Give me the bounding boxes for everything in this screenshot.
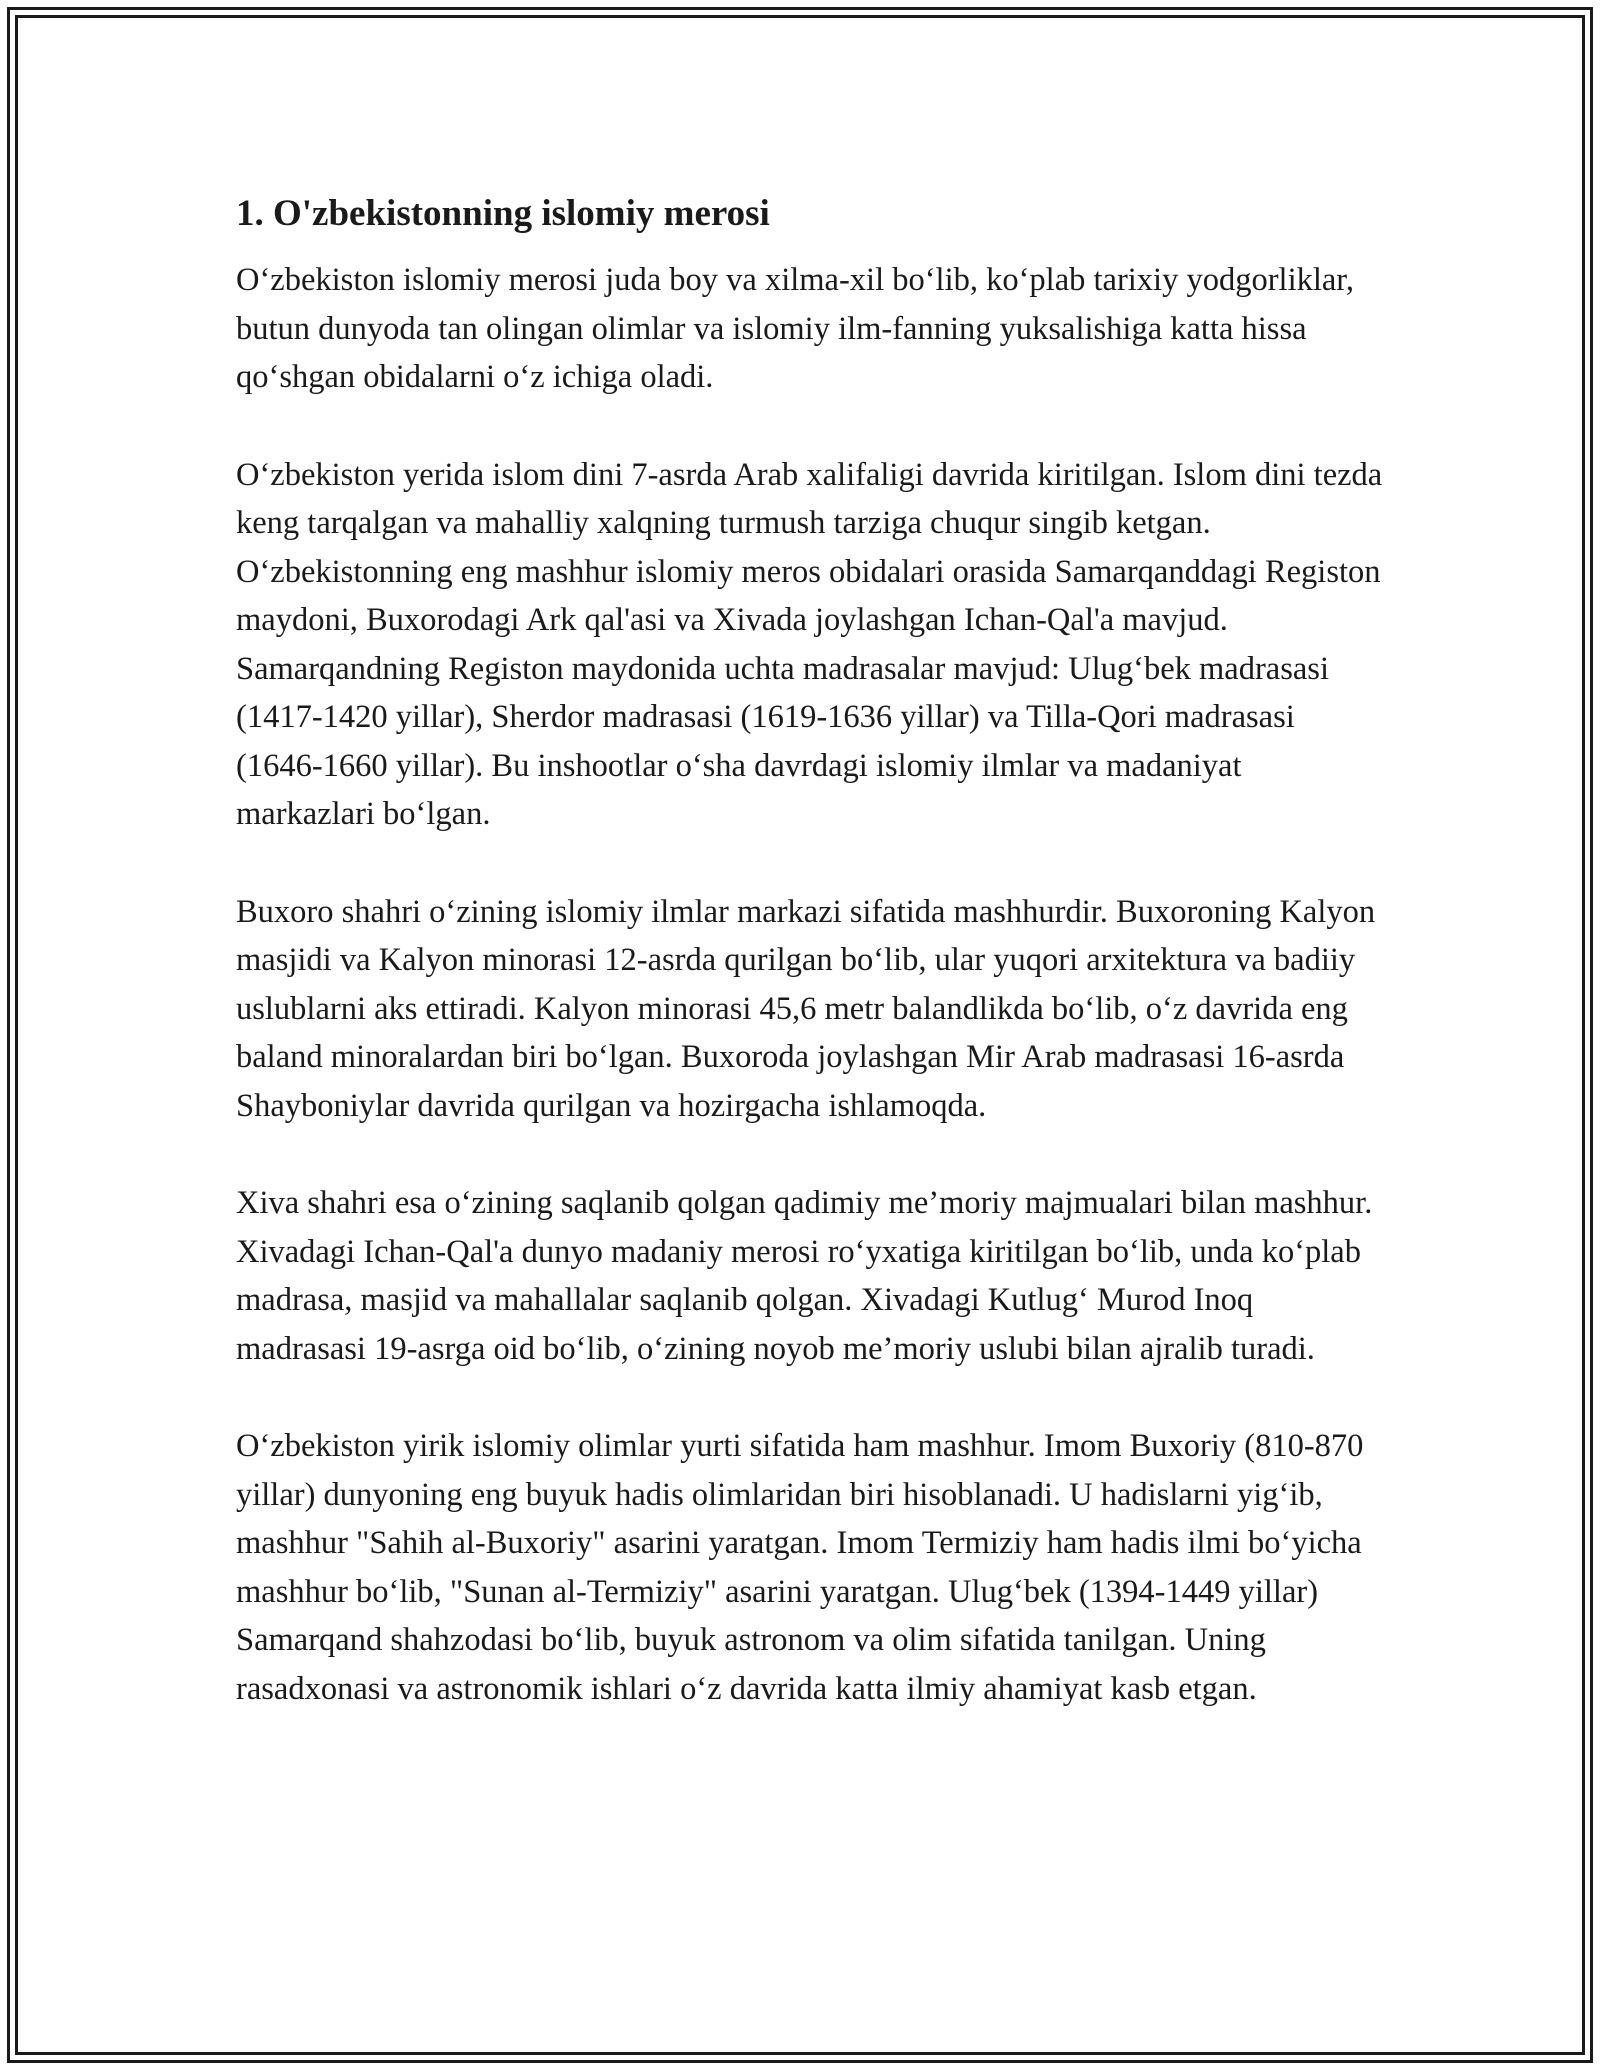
paragraph-bukhara: Buxoro shahri o‘zining islomiy ilmlar markazi sifatida mashhurdir. Buxoroning Kalyon masjidi va Kalyon minorasi 12-asrda qurilgan bo‘lib, ular yuqori arxitektura va badiiy uslublarni aks ettiradi. Kalyon minorasi 45,6 metr balandlikda bo‘lib, o‘z davrida eng baland minoralardan biri bo‘lgan. Buxoroda joylashgan Mir Arab madrasasi 16-asrda Shayboniylar davrida qurilgan va hozirgacha ishlamoqda. (236, 893, 1376, 1124)
paragraph-intro: O‘zbekiston islomiy merosi juda boy va xilma-xil bo‘lib, ko‘plab tarixiy yodgorliklar, butun dunyoda tan olingan olimlar va islomiy ilm-fanning yuksalishiga katta hissa qo‘shgan obidalarni o‘z ichiga oladi. (236, 262, 1354, 395)
paragraph-samarkand: O‘zbekiston yerida islom dini 7-asrda Arab xalifaligi davrida kiritilgan. Islom dini tezda keng tarqalgan va mahalliy xalqning turmush tarziga chuqur singib ketgan. O‘zbekistonning eng mashhur islomiy meros obidalari orasida Samarqanddagi Registon maydoni, Buxorodagi Ark qal'asi va Xivada joylashgan Ichan-Qal'a mavjud. Samarqandning Registon maydonida uchta madrasalar mavjud: Ulug‘bek madrasasi (1417-1420 yillar), Sherdor madrasasi (1619-1636 yillar) va Tilla-Qori madrasasi (1646-1660 yillar). Bu inshootlar o‘sha davrdagi islomiy ilmlar va madaniyat markazlari bo‘lgan. (236, 456, 1383, 832)
paragraph-scholars: O‘zbekiston yirik islomiy olimlar yurti sifatida ham mashhur. Imom Buxoriy (810-870 yillar) dunyoning eng buyuk hadis olimlaridan biri hisoblanadi. U hadislarni yig‘ib, mashhur "Sahih al-Buxoriy" asarini yaratgan. Imom Termiziy ham hadis ilmi bo‘yicha mashhur bo‘lib, "Sunan al-Termiziy" asarini yaratgan. Ulug‘bek (1394-1449 yillar) Samarqand shahzodasi bo‘lib, buyuk astronom va olim sifatida tanilgan. Uning rasadxonasi va astronomik ishlari o‘z davrida katta ilmiy ahamiyat kasb etgan. (236, 1428, 1364, 1707)
document-body (236, 186, 1386, 1762)
section-heading: 1. O'zbekistonning islomiy merosi (236, 193, 770, 234)
paragraph-khiva: Xiva shahri esa o‘zining saqlanib qolgan qadimiy me’moriy majmualari bilan mashhur. Xivadagi Ichan-Qal'a dunyo madaniy merosi ro‘yxatiga kiritilgan bo‘lib, unda ko‘plab madrasa, masjid va mahallalar saqlanib qolgan. Xivadagi Kutlug‘ Murod Inoq madrasasi 19-asrga oid bo‘lib, o‘zining noyob me’moriy uslubi bilan ajralib turadi. (236, 1185, 1373, 1367)
